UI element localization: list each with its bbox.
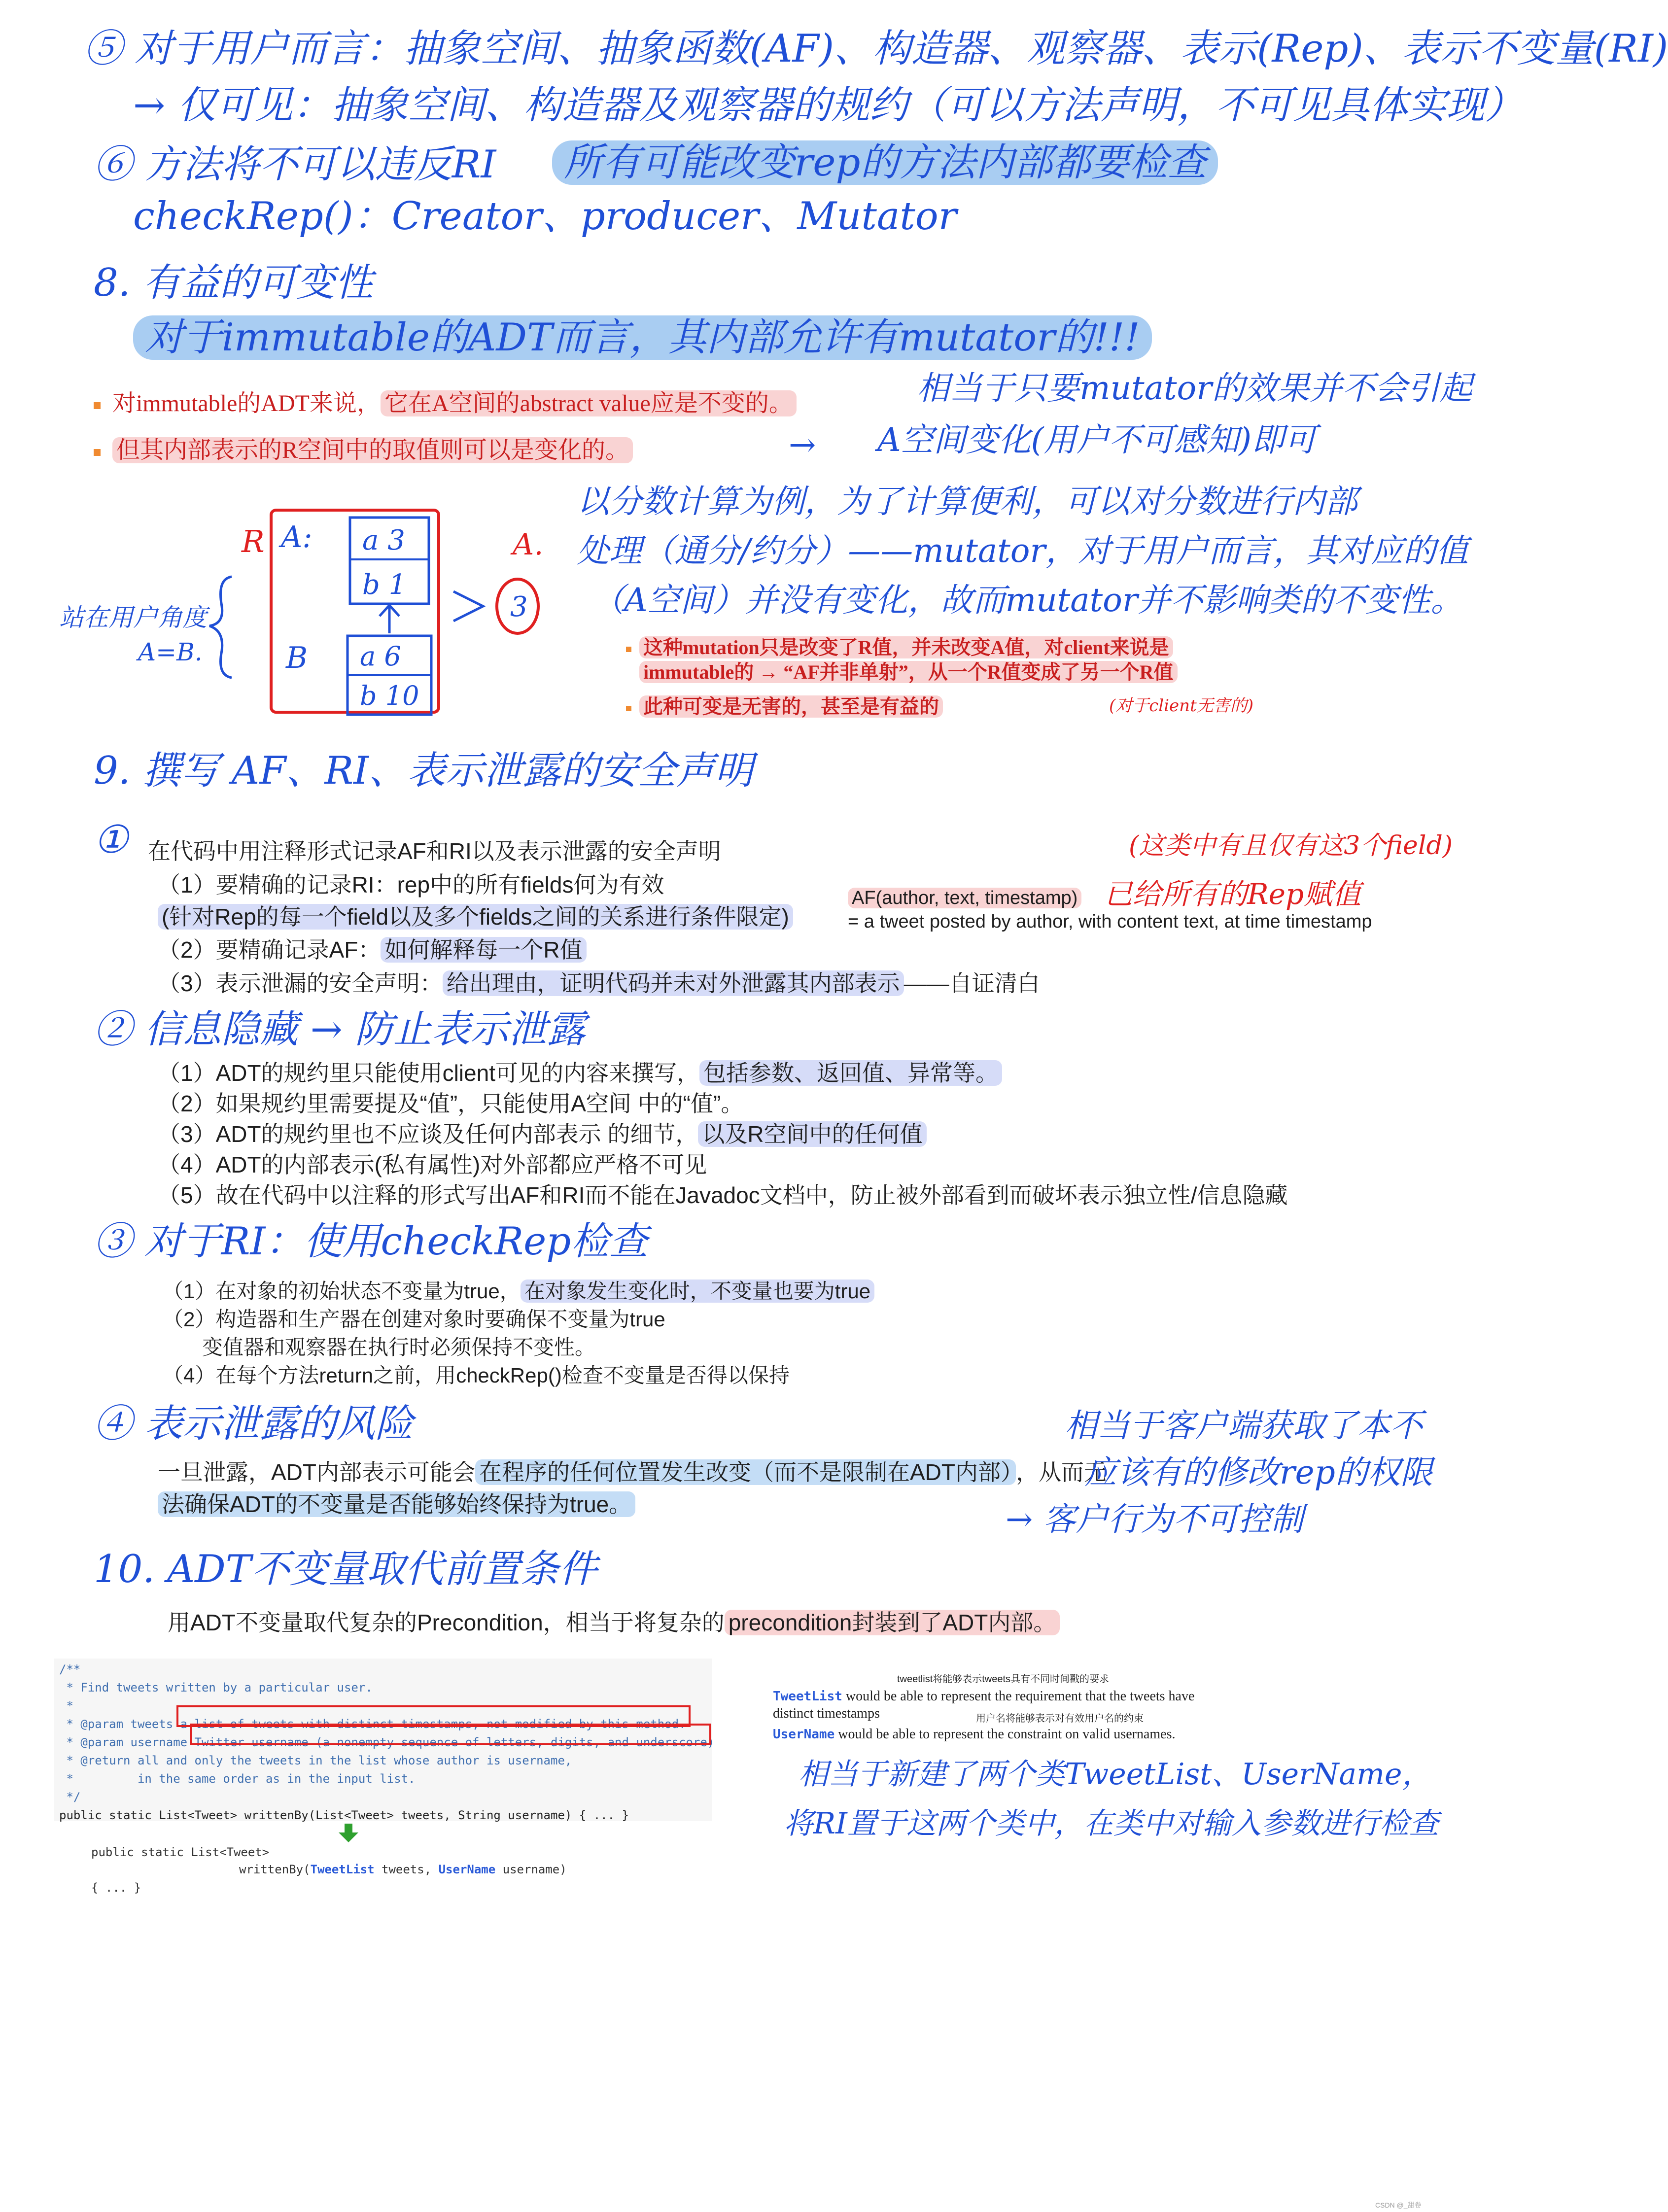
sec8-bullet2: 但其内部表示的R空间中的取值则可以是变化的。: [94, 436, 633, 465]
sec9-item3-l2b: 变值器和观察器在执行时必须保持不变性。: [202, 1336, 596, 1359]
ra-diagram: [59, 493, 591, 729]
diagram-label-r: R: [242, 523, 265, 559]
right-text2: UserName would be able to represent the constraint on valid usernames.: [773, 1727, 1176, 1742]
sec6-highlight: 所有可能改变rep的方法内部都要检查: [552, 140, 1218, 185]
sec9-item1-num: ①: [94, 818, 128, 862]
code-line: * @param tweets a list of tweets with distinct timestamps, not modified by this method.: [59, 1717, 686, 1731]
sec8-red3: 此种可变是无害的，甚至是有益的: [626, 695, 943, 719]
sec9-item1-l1b: (针对Rep的每一个field以及多个fields之间的关系进行条件限定): [158, 903, 793, 931]
code-line: * @param username Twitter username (a nonempty sequence of letters, digits, and underscore): [59, 1735, 715, 1749]
sec9-item4-note2: 应该有的修改rep的权限: [1084, 1453, 1433, 1491]
diagram-cell-top-b: b 1: [362, 569, 407, 601]
sec10-note2: 将RI置于这两个类中，在类中对输入参数进行检查: [784, 1806, 1439, 1841]
sec9-af-desc: = a tweet posted by author, with content text, at time timestamp: [848, 911, 1372, 932]
code-line: * Find tweets written by a particular user.: [59, 1681, 373, 1694]
sec6-title: ⑥ 方法将不可以违反RI: [94, 142, 496, 187]
sec9-item1-l1: （1）要精确的记录RI：rep中的所有fields何为有效: [158, 872, 664, 898]
sec5-line2: → 仅可见：抽象空间、构造器及观察器的规约（可以方法声明，不可见具体实现）: [133, 83, 1524, 128]
sec9-item1-l3: （3）表示泄漏的安全声明： 给出理由，证明代码并未对外泄露其内部表示 ——自证清白: [158, 970, 1040, 996]
code-after-line3: { ... }: [91, 1881, 141, 1895]
sec9-item2-heading: ② 信息隐藏 → 防止表示泄露: [94, 1007, 586, 1052]
sec8-red2: immutable的 → “AF并非单射”，从一个R值变成了另一个R值: [639, 660, 1178, 684]
sec9-item3-l1: （1）在对象的初始状态不变量为true， 在对象发生变化时，不变量也要为true: [163, 1279, 874, 1304]
sec9-item4-p2: 法确保ADT的不变量是否能够始终保持为true。: [158, 1491, 635, 1518]
right-caption2: 用户名将能够表示对有效用户名的约束: [976, 1713, 1144, 1724]
sec9-item3-l4: （4）在每个方法return之前，用checkRep()检查不变量是否得以保持: [163, 1364, 790, 1387]
sec9-item1-heading: 在代码中用注释形式记录AF和RI以及表示泄露的安全声明: [148, 838, 721, 864]
sec9-af-box: AF(author, text, timestamp): [848, 887, 1081, 910]
sec10-desc: 用ADT不变量取代复杂的Precondition，相当于将复杂的 precondition封装到了ADT内部。: [168, 1609, 1060, 1636]
diagram-label-a-right: A.: [513, 527, 544, 562]
diagram-client-view: 站在用户角度: [59, 603, 207, 632]
sec8-bullet1: 对immutable的ADT来说， 它在A空间的abstract value应是不变的。: [94, 389, 797, 418]
right-text1: TweetList would be able to represent the requirement that the tweets have: [773, 1689, 1195, 1704]
sec5-line1: ⑤ 对于用户而言：抽象空间、抽象函数(AF)、构造器、观察器、表示(Rep)、表示不变量(RI): [84, 27, 1668, 71]
sec9-title: 9. 撰写 AF、RI、表示泄露的安全声明: [94, 749, 753, 793]
watermark: CSDN @_甜卷: [1375, 2201, 1422, 2209]
sec9-note-red1: (这类中有且仅有这3个field): [1129, 831, 1453, 861]
sec8-highlight: 对于immutable的ADT而言，其内部允许有mutator的!!!: [133, 315, 1152, 360]
sec9-note-red2: 已给所有的Rep赋值: [1104, 877, 1361, 911]
bullet-icon: [94, 449, 101, 456]
diagram-cell-bot-a: a 6: [360, 641, 401, 672]
sec9-item1-l2: （2）要精确记录AF： 如何解释每一个R值: [158, 936, 587, 964]
code-before-block: [54, 1659, 715, 1822]
sec8-note-a: 相当于只要mutator的效果并不会引起: [917, 369, 1472, 407]
sec8-note-b: A空间变化(用户不可感知)即可: [877, 421, 1317, 459]
bullet-icon: [94, 402, 101, 409]
sec8-title: 8. 有益的可变性: [94, 261, 374, 305]
code-line: * in the same order as in the input list.: [59, 1772, 416, 1786]
sec9-item4-heading: ④ 表示泄露的风险: [94, 1402, 414, 1446]
code-line: public static List<Tweet> writtenBy(List<Tweet> tweets, String username) { ... }: [59, 1808, 629, 1822]
right-caption1: tweetlist将能够表示tweets具有不同时间戳的要求: [897, 1674, 1110, 1685]
diagram-label-a-top: A:: [281, 520, 313, 554]
code-line: */: [59, 1790, 81, 1804]
code-line: /**: [59, 1662, 81, 1676]
code-line: * @return all and only the tweets in the list whose author is username,: [59, 1754, 572, 1767]
sec9-item4-p1: 一旦泄露，ADT内部表示可能会 在程序的任何位置发生改变（而不是限制在ADT内部） ，从而无: [158, 1459, 1107, 1485]
diagram-a-value: 3: [510, 591, 528, 623]
code-after-line1: public static List<Tweet>: [91, 1845, 270, 1859]
highlight-username-param: [190, 1724, 711, 1745]
sec9-item4-note3: → 客户行为不可控制: [1006, 1500, 1304, 1538]
sec9-item3-heading: ③ 对于RI：使用checkRep检查: [94, 1219, 648, 1264]
sec9-item2-l1: （1）ADT的规约里只能使用client可见的内容来撰写， 包括参数、返回值、异常等。: [158, 1060, 1002, 1087]
down-arrow-icon: [338, 1824, 359, 1843]
sec8-red3-note: (对于client无害的): [1109, 696, 1254, 716]
diagram-label-b: B: [286, 641, 308, 675]
sec8-explain2: 处理（通分/约分）——mutator，对于用户而言，其对应的值: [577, 532, 1469, 570]
sec8-explain3: （A空间）并没有变化，故而mutator并不影响类的不变性。: [591, 581, 1463, 619]
right-text1b: distinct timestamps: [773, 1706, 880, 1721]
code-line: *: [59, 1699, 73, 1713]
diagram-cell-top-a: a 3: [362, 524, 405, 556]
bullet-icon: [626, 706, 631, 711]
sec10-note1: 相当于新建了两个类TweetList、UserName，: [799, 1757, 1432, 1792]
sec9-item4-note1: 相当于客户端获取了本不: [1065, 1407, 1423, 1445]
sec9-item2-l4: （4）ADT的内部表示(私有属性)对外部都应严格不可见: [158, 1152, 707, 1177]
sec8-red1: 这种mutation只是改变了R值，并未改变A值，对client来说是: [626, 636, 1173, 659]
sec9-item2-l5: （5）故在代码中以注释的形式写出AF和RI而不能在Javadoc文档中，防止被外部看到而破坏表示独立性/信息隐藏: [158, 1182, 1288, 1208]
diagram-cell-bot-b: b 10: [360, 680, 419, 711]
sec9-item2-l3: （3）ADT的规约里也不应谈及任何内部表示 的细节， 以及R空间中的任何值: [158, 1121, 927, 1148]
sec10-title: 10. ADT不变量取代前置条件: [94, 1547, 597, 1591]
bullet-icon: [626, 647, 631, 652]
sec6-checkrep: checkRep()：Creator、producer、Mutator: [133, 194, 957, 239]
sec8-explain1: 以分数计算为例，为了计算便利，可以对分数进行内部: [577, 483, 1357, 520]
code-after-line2: writtenBy(TweetList tweets, UserName username): [239, 1863, 567, 1876]
diagram-a-eq-b: A=B.: [138, 638, 203, 666]
sec9-item3-l2: （2）构造器和生产器在创建对象时要确保不变量为true: [163, 1308, 665, 1331]
sec9-item2-l2: （2）如果规约里需要提及“值”，只能使用A空间 中的“值”。: [158, 1091, 744, 1116]
sec8-arrow: →: [789, 426, 816, 464]
